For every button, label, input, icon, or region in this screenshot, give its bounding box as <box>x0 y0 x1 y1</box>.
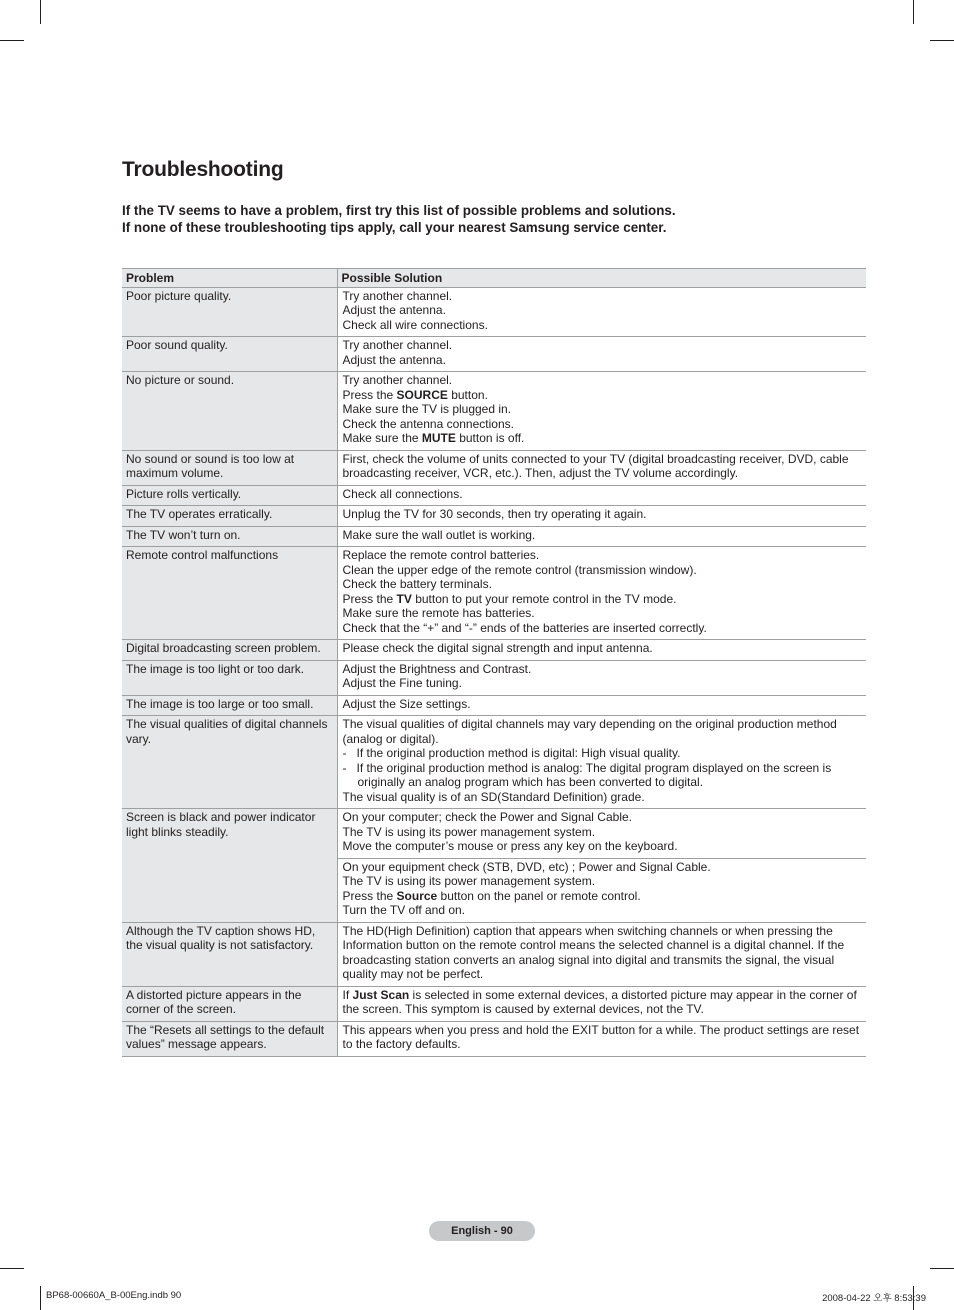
solution-text: Adjust the Size settings. <box>342 696 471 711</box>
table-row <box>122 809 866 859</box>
table-row <box>122 450 866 485</box>
crop-mark <box>0 40 24 41</box>
problem-cell: No sound or sound is too low at maximum volume. <box>122 450 337 485</box>
solution-line <box>343 1023 863 1052</box>
solution-line <box>343 353 863 368</box>
table-row <box>122 716 866 809</box>
solution-text: The TV is using its power management system. <box>342 874 596 888</box>
solution-text: Check the battery terminals. <box>342 577 492 591</box>
problem-cell: The image is too light or too dark. <box>122 660 337 695</box>
solution-line <box>343 563 863 578</box>
solution-line <box>343 606 863 621</box>
solution-text: Check the antenna connections. <box>342 416 514 431</box>
solution-text: Please check the digital signal strength and input antenna. <box>342 641 653 655</box>
date-slug: 2008-04-22 오후 8:53:39 <box>822 1293 926 1304</box>
table-row <box>122 547 866 640</box>
solution-cell <box>337 372 866 451</box>
solution-line <box>343 746 863 761</box>
solution-cell <box>337 337 866 372</box>
solution-text: - If the original production method is analog: The digital program displayed on the screen is originally an analog program which has been converted to digital. <box>342 760 832 789</box>
problem-cell: No picture or sound. <box>122 372 337 451</box>
solution-text: Move the computer’s mouse or press any key on the keyboard. <box>342 839 678 853</box>
solution-text: - If the original production method is digital: High visual quality. <box>342 746 681 760</box>
solution-text: Check that the “+” and “-” ends of the batteries are inserted correctly. <box>342 620 707 635</box>
solution-text: Try another channel. <box>342 338 453 352</box>
solution-text: Press the <box>342 888 397 903</box>
solution-line <box>343 417 863 432</box>
solution-keyword: Just Scan <box>352 987 410 1002</box>
solution-text: Check all wire connections. <box>342 317 488 332</box>
solution-line <box>343 810 863 825</box>
solution-line <box>343 717 863 746</box>
solution-line <box>343 338 863 353</box>
solution-cell <box>337 1021 866 1056</box>
table-row <box>122 1021 866 1056</box>
solution-text: This appears when you press and hold the EXIT button for a while. The product settings are reset to the factory defaults. <box>342 1022 860 1051</box>
solution-cell <box>337 660 866 695</box>
solution-line <box>343 988 863 1017</box>
solution-line <box>343 697 863 712</box>
solution-line <box>343 790 863 805</box>
solution-line <box>343 548 863 563</box>
column-header-solution: Possible Solution <box>337 269 866 288</box>
solution-text: The TV is using its power management system. <box>342 824 596 839</box>
solution-line <box>343 592 863 607</box>
solution-text: Press the <box>342 591 397 606</box>
page-title: Troubleshooting <box>122 158 284 181</box>
crop-mark <box>40 1286 41 1310</box>
solution-cell <box>337 287 866 337</box>
problem-cell: Picture rolls vertically. <box>122 485 337 506</box>
solution-text: Adjust the Fine tuning. <box>342 676 462 690</box>
solution-cell <box>337 450 866 485</box>
solution-line <box>343 303 863 318</box>
solution-line <box>343 577 863 592</box>
solution-line <box>343 507 863 522</box>
solution-keyword: TV <box>396 591 412 606</box>
table-row <box>122 506 866 527</box>
problem-cell: Poor picture quality. <box>122 287 337 337</box>
solution-cell <box>337 858 866 922</box>
table-row <box>122 640 866 661</box>
solution-line <box>343 839 863 854</box>
solution-line <box>343 662 863 677</box>
solution-line <box>343 874 863 889</box>
solution-text: button is off. <box>455 431 525 445</box>
solution-line <box>343 825 863 840</box>
intro-text <box>122 202 676 236</box>
problem-cell: Although the TV caption shows HD, the visual quality is not satisfactory. <box>122 922 337 986</box>
crop-mark <box>930 40 954 41</box>
problem-cell: A distorted picture appears in the corner of the screen. <box>122 986 337 1021</box>
table-row <box>122 660 866 695</box>
solution-cell <box>337 526 866 547</box>
solution-text: Adjust the Brightness and Contrast. <box>342 661 532 676</box>
problem-cell: The visual qualities of digital channels vary. <box>122 716 337 809</box>
solution-cell <box>337 716 866 809</box>
table-row <box>122 372 866 451</box>
table-header-row <box>122 269 866 288</box>
problem-cell: Screen is black and power indicator light blinks steadily. <box>122 809 337 923</box>
solution-line <box>343 402 863 417</box>
table-row <box>122 922 866 986</box>
solution-keyword: MUTE <box>421 431 456 445</box>
table-row <box>122 287 866 337</box>
solution-text: button to put your remote control in the TV mode. <box>411 591 677 606</box>
crop-mark <box>930 1268 954 1269</box>
solution-line <box>343 431 863 446</box>
solution-text: Adjust the antenna. <box>342 352 446 367</box>
solution-line <box>343 889 863 904</box>
crop-mark <box>0 1268 24 1269</box>
solution-text: The visual qualities of digital channels may vary depending on the original production method (analog or digital). <box>342 717 837 746</box>
solution-line <box>343 373 863 388</box>
table-row <box>122 695 866 716</box>
solution-line <box>343 388 863 403</box>
solution-line <box>343 860 863 875</box>
table-row <box>122 526 866 547</box>
troubleshooting-table <box>122 268 866 1057</box>
solution-text: Try another channel. <box>342 373 453 387</box>
crop-mark <box>40 0 41 24</box>
problem-cell: The TV won’t turn on. <box>122 526 337 547</box>
solution-line <box>343 528 863 543</box>
solution-text: First, check the volume of units connected to your TV (digital broadcasting receiver, DVD, cable broadcasting receiver, VCR, etc.). Then, adjust the TV volume accordingly. <box>342 451 849 480</box>
page-number: English - 90 <box>429 1221 535 1241</box>
solution-line <box>343 903 863 918</box>
table-row <box>122 337 866 372</box>
solution-text: Check all connections. <box>342 486 463 501</box>
problem-cell: The TV operates erratically. <box>122 506 337 527</box>
solution-text: On your equipment check (STB, DVD, etc) ; Power and Signal Cable. <box>342 859 711 874</box>
solution-line <box>343 676 863 691</box>
solution-text: Clean the upper edge of the remote control (transmission window). <box>342 562 697 577</box>
solution-text: Make sure the wall outlet is working. <box>342 527 536 542</box>
solution-line <box>343 487 863 502</box>
solution-line <box>343 924 863 982</box>
solution-cell <box>337 640 866 661</box>
solution-line <box>343 761 863 790</box>
solution-text: On your computer; check the Power and Signal Cable. <box>342 810 632 824</box>
solution-text: The visual quality is of an SD(Standard Definition) grade. <box>342 789 645 804</box>
intro-line: If the TV seems to have a problem, first try this list of possible problems and solutions. <box>122 203 676 218</box>
solution-line <box>343 452 863 481</box>
solution-text: Unplug the TV for 30 seconds, then try operating it again. <box>342 507 647 521</box>
solution-text: If <box>342 987 353 1002</box>
solution-text: button. <box>447 387 488 402</box>
solution-text: Turn the TV off and on. <box>342 903 466 917</box>
solution-cell <box>337 809 866 859</box>
solution-text: Try another channel. <box>342 288 453 303</box>
solution-text: Make sure the <box>342 431 422 445</box>
solution-line <box>343 641 863 656</box>
solution-keyword: Source <box>396 888 438 903</box>
crop-mark <box>913 0 914 24</box>
intro-line: If none of these troubleshooting tips apply, call your nearest Samsung service center. <box>122 220 667 235</box>
solution-text: Replace the remote control batteries. <box>342 548 540 562</box>
solution-cell <box>337 922 866 986</box>
solution-line <box>343 318 863 333</box>
solution-text: Adjust the antenna. <box>342 303 446 317</box>
file-slug: BP68-00660A_B-00Eng.indb 90 <box>46 1290 182 1301</box>
solution-cell <box>337 485 866 506</box>
solution-text: The HD(High Definition) caption that appears when switching channels or when pressing the Information button on the remote control means the selected channel is a digital channel. If the broadcasting station converts an analog signal into digital and transmits the signal, the visual quality may not be perfect. <box>342 923 845 981</box>
solution-cell <box>337 986 866 1021</box>
problem-cell: Remote control malfunctions <box>122 547 337 640</box>
solution-text: Press the <box>342 387 397 402</box>
solution-text: Make sure the remote has batteries. <box>342 606 535 620</box>
solution-keyword: SOURCE <box>396 387 448 402</box>
problem-cell: The “Resets all settings to the default values” message appears. <box>122 1021 337 1056</box>
solution-line <box>343 289 863 304</box>
table-row <box>122 485 866 506</box>
problem-cell: Digital broadcasting screen problem. <box>122 640 337 661</box>
solution-cell <box>337 695 866 716</box>
solution-line <box>343 621 863 636</box>
problem-cell: Poor sound quality. <box>122 337 337 372</box>
column-header-problem: Problem <box>122 269 337 288</box>
solution-text: is selected in some external devices, a distorted picture may appear in the corner of the screen. This symptom is caused by external devices, not the TV. <box>342 987 857 1016</box>
solution-text: button on the panel or remote control. <box>437 888 641 903</box>
table-body <box>122 287 866 1056</box>
solution-cell <box>337 506 866 527</box>
solution-text: Make sure the TV is plugged in. <box>342 402 512 416</box>
solution-cell <box>337 547 866 640</box>
problem-cell: The image is too large or too small. <box>122 695 337 716</box>
table-row <box>122 986 866 1021</box>
